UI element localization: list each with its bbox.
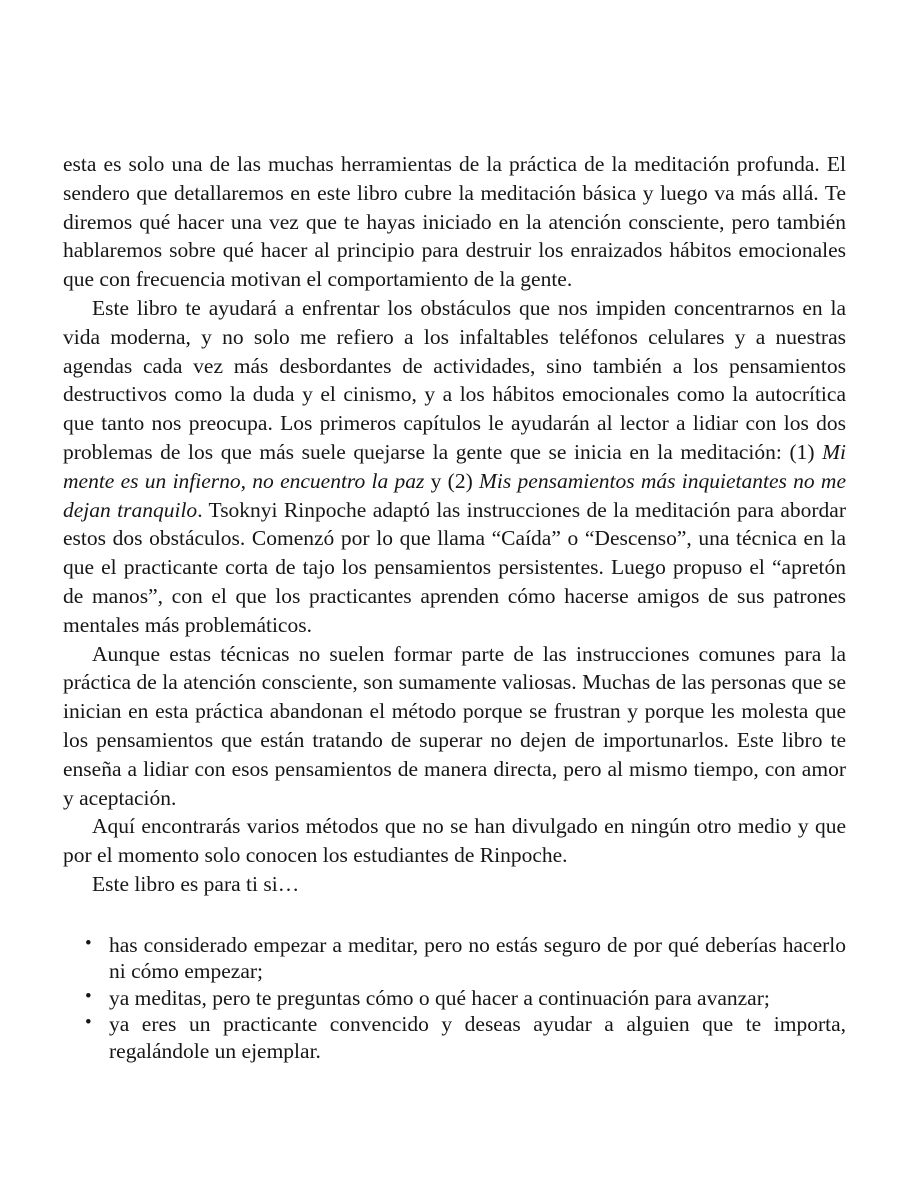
list-item [63, 985, 846, 1012]
paragraph-3-text: Aunque estas técnicas no suelen formar parte de las instrucciones comunes para la práctica de la atención consciente, son sumamente valiosas. Muchas de las personas que se inician en esta práctica abandonan el método porque se frustran y porque les molesta que los pensamientos que están tratando de superar no dejen de importunarlos. Este libro te enseña a lidiar con esos pensamientos de manera directa, pero al mismo tiempo, con amor y aceptación. [63, 641, 846, 810]
bullet-icon: • [85, 932, 92, 954]
paragraph-2-italic-1: Mi mente es un infierno, no encuentro la paz [63, 439, 846, 493]
bullet-icon: • [85, 1012, 92, 1034]
paragraph-4 [63, 812, 846, 870]
paragraph-4-text: Aquí encontrarás varios métodos que no se han divulgado en ningún otro medio y que por el momento solo conocen los estudiantes de Rinpoche. [63, 814, 846, 868]
list-item [63, 932, 846, 985]
paragraph-2 [63, 294, 846, 640]
paragraph-1 [63, 150, 846, 294]
paragraph-3 [63, 640, 846, 813]
paragraph-5 [63, 870, 846, 899]
list-item-text: has considerado empezar a meditar, pero no estás seguro de por qué deberías hacerlo ni cómo empezar; [109, 932, 846, 984]
list-item [63, 1011, 846, 1064]
paragraph-2-text-2: y (2) [424, 468, 480, 493]
paragraph-2-italic-2: Mis pensamientos más inquietantes no me dejan tranquilo [63, 468, 846, 522]
bullet-list [63, 932, 846, 1065]
paragraph-1-text: esta es solo una de las muchas herramientas de la práctica de la meditación profunda. El sendero que detallaremos en este libro cubre la meditación básica y luego va más allá. Te diremos qué hacer una vez que te hayas iniciado en la atención consciente, pero también hablaremos sobre qué hacer al principio para destruir los enraizados hábitos emocionales que con frecuencia motivan el comportamiento de la gente. [63, 152, 846, 292]
paragraph-5-text: Este libro es para ti si… [92, 871, 300, 896]
paragraph-2-text-3: . Tsoknyi Rinpoche adaptó las instrucciones de la meditación para abordar estos dos obstáculos. Comenzó por lo que llama “Caída” o “Descenso”, una técnica en la que el practicante corta de tajo los pensamientos persistentes. Luego propuso el “apretón de manos”, con el que los practicantes aprenden cómo hacerse amigos de sus patrones mentales más problemáticos. [63, 497, 846, 637]
list-item-text: ya eres un practicante convencido y deseas ayudar a alguien que te importa, regalándole un ejemplar. [109, 1012, 846, 1063]
paragraph-2-text: Este libro te ayudará a enfrentar los obstáculos que nos impiden concentrarnos en la vida moderna, y no solo me refiero a los infaltables teléfonos celulares y a nuestras agendas cada vez más desbordantes de actividades, sino también a los pensamientos destructivos como la duda y el cinismo, y a los hábitos emocionales como la autocrítica que tanto nos preocupa. Los primeros capítulos le ayudarán al lector a lidiar con los dos problemas de los que más suele quejarse la gente que se inicia en la meditación: (1) [63, 295, 846, 464]
text-column [63, 150, 846, 1064]
bullet-icon: • [85, 985, 92, 1007]
list-item-text: ya meditas, pero te preguntas cómo o qué hacer a continuación para avanzar; [109, 985, 770, 1010]
